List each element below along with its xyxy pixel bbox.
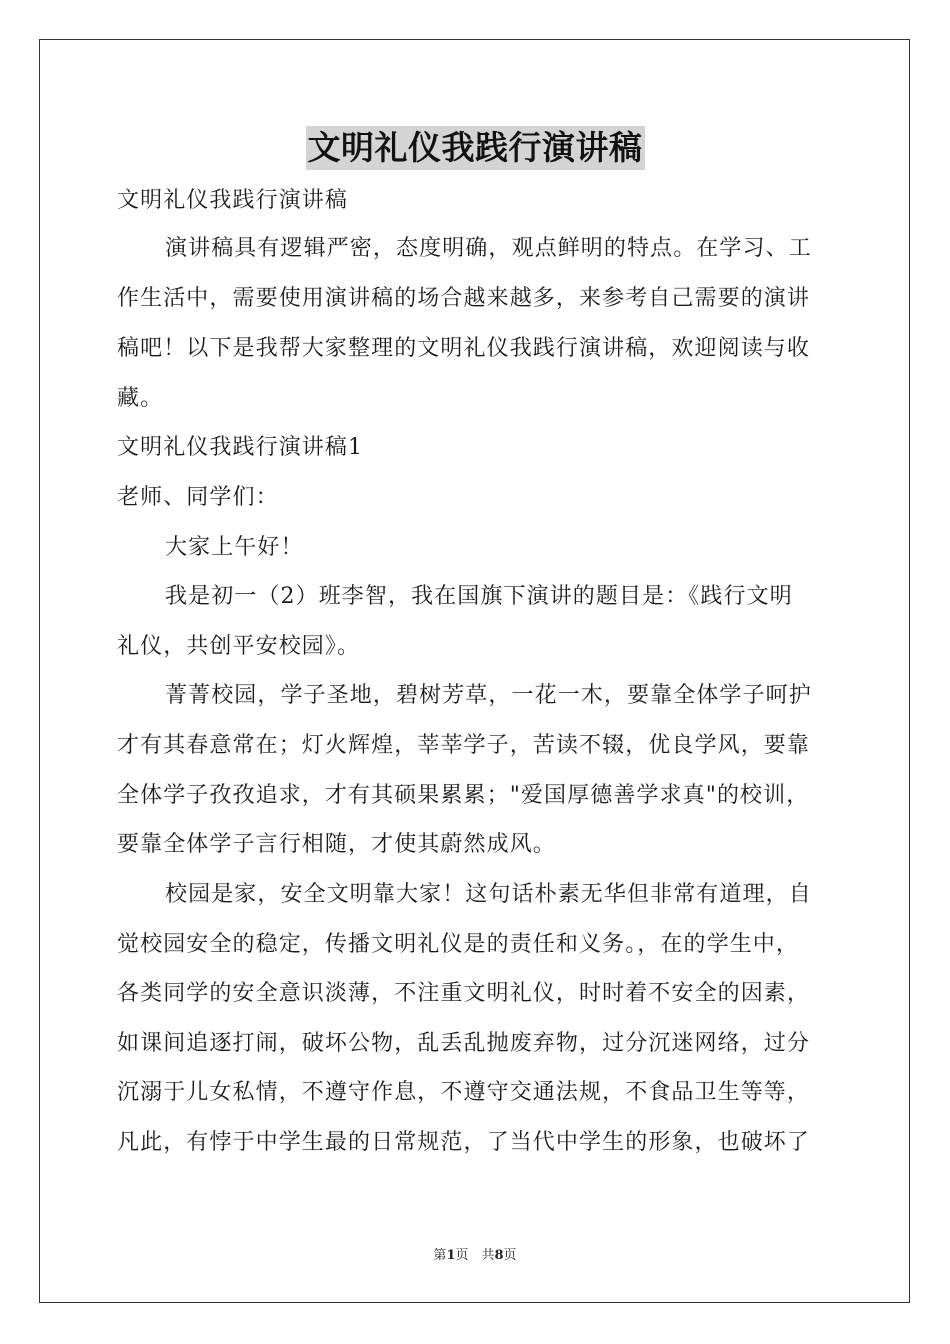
paragraph-line: 校园是家，安全文明靠大家！这句话朴素无华但非常有道理，自 <box>165 882 812 907</box>
footer-total-pages: 8 <box>494 1248 504 1263</box>
footer-suffix: 页 <box>503 1248 517 1263</box>
paragraph-line: 凡此，有悖于中学生最的日常规范，了当代中学生的形象，也破坏了 <box>117 1130 811 1155</box>
subtitle-line: 文明礼仪我践行演讲稿 <box>117 188 349 213</box>
paragraph-line: 要靠全体学子言行相随，才使其蔚然成风。 <box>117 832 556 857</box>
salutation-line: 老师、同学们： <box>117 485 279 510</box>
paragraph-line: 演讲稿具有逻辑严密，态度明确，观点鲜明的特点。在学习、工 <box>165 236 812 261</box>
paragraph-line: 觉校园安全的稳定，传播文明礼仪是的责任和义务。，在的学生中， <box>117 932 800 957</box>
footer-mid: 页 共 <box>455 1248 495 1263</box>
paragraph-line: 沉溺于儿女私情，不遵守作息，不遵守交通法规，不食品卫生等等， <box>117 1080 811 1105</box>
greeting-line: 大家上午好！ <box>165 535 304 560</box>
paragraph-line: 稿吧！以下是我帮大家整理的文明礼仪我践行演讲稿，欢迎阅读与收 <box>117 336 811 361</box>
document-title: 文明礼仪我践行演讲稿 <box>306 126 645 170</box>
section-heading: 文明礼仪我践行演讲稿1 <box>117 435 364 460</box>
paragraph-line: 如课间追逐打闹，破坏公物，乱丢乱抛废弃物，过分沉迷网络，过分 <box>117 1031 811 1056</box>
paragraph-line: 全体学子孜孜追求，才有其硕果累累；"爱国厚德善学求真"的校训， <box>117 783 810 808</box>
page-footer <box>0 1247 950 1265</box>
paragraph-line: 我是初一（2）班李智，我在国旗下演讲的题目是：《践行文明 <box>165 584 793 609</box>
page-border <box>39 39 910 1303</box>
title-container <box>0 126 950 170</box>
paragraph-line: 作生活中，需要使用演讲稿的场合越来越多，来参考自己需要的演讲 <box>117 286 811 311</box>
paragraph-line: 才有其春意常在；灯火辉煌，莘莘学子，苦读不辍，优良学风，要靠 <box>117 733 811 758</box>
footer-current-page: 1 <box>446 1248 456 1263</box>
footer-prefix: 第 <box>433 1248 447 1263</box>
paragraph-line: 菁菁校园，学子圣地，碧树芳草，一花一木，要靠全体学子呵护 <box>165 683 812 708</box>
paragraph-line: 礼仪，共创平安校园》。 <box>117 634 361 659</box>
paragraph-line: 藏。 <box>117 386 164 411</box>
paragraph-line: 各类同学的安全意识淡薄，不注重文明礼仪，时时着不安全的因素， <box>117 981 811 1006</box>
